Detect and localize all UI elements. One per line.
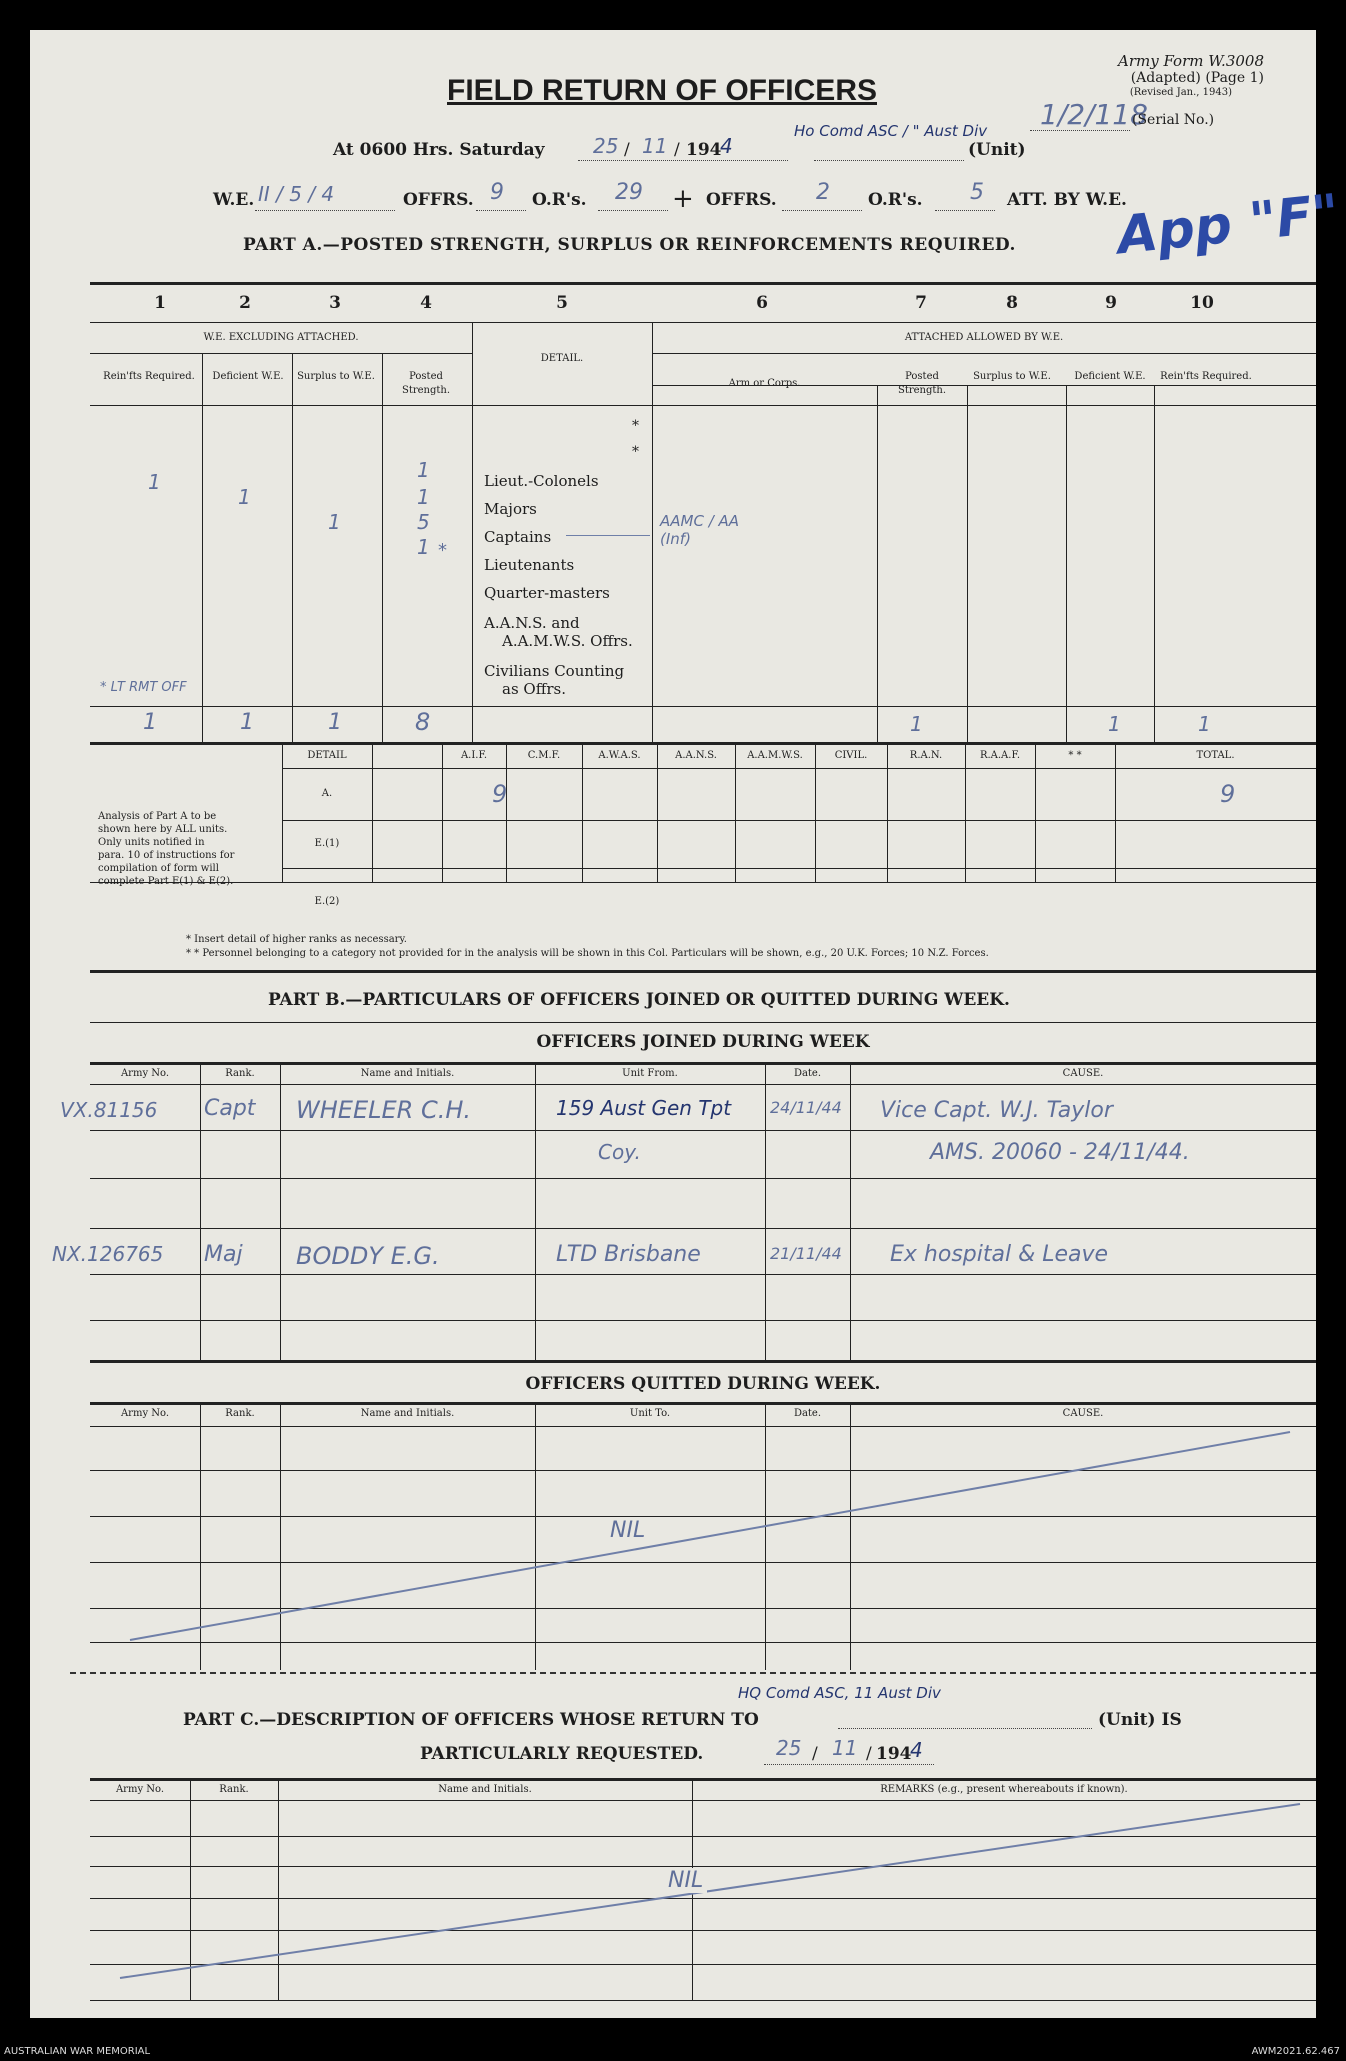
total-cell: 8 (415, 708, 431, 736)
ors-underline (598, 210, 668, 211)
joined-unit: 159 Aust Gen Tpt (556, 1096, 732, 1120)
date-separator-1: / (624, 140, 630, 160)
rule (90, 322, 1316, 323)
col-divider (506, 742, 507, 882)
col-number: 3 (329, 293, 341, 313)
cut-line (70, 1672, 1316, 1674)
analysis-row-label: A. (321, 788, 333, 799)
part-c-requested: PARTICULARLY REQUESTED. (420, 1744, 704, 1764)
rule (282, 768, 1316, 769)
analysis-header: * * (1068, 750, 1082, 761)
date-underline (578, 160, 788, 161)
analysis-header: R.A.A.F. (979, 750, 1021, 761)
rule (90, 1084, 1316, 1085)
col-divider (582, 742, 583, 882)
unit-underline (814, 160, 964, 161)
quitted-header: Army No. (120, 1408, 170, 1419)
col-divider (292, 353, 293, 743)
sub-header: Arm or Corps. (728, 378, 801, 389)
joined-rank: Maj (204, 1242, 243, 1267)
hw-reinf: 1 (148, 470, 161, 494)
hw-deficient: 1 (238, 485, 251, 509)
analysis-total-a: 9 (1220, 780, 1236, 808)
analysis-aif-a: 9 (492, 780, 508, 808)
serial-number-handwritten: 1/2/118 (1040, 98, 1148, 131)
year-prefix: 194 (686, 140, 722, 160)
offrs-value-handwritten: 9 (490, 180, 504, 205)
rule (652, 385, 1316, 386)
part-c-unit-handwritten: HQ Comd ASC, 11 Aust Div (738, 1684, 941, 1702)
rule (90, 1178, 1316, 1179)
quitted-title: OFFICERS QUITTED DURING WEEK. (525, 1374, 881, 1394)
total-cell: 1 (143, 710, 157, 735)
offrs2-value-handwritten: 2 (816, 180, 830, 205)
ors-value-handwritten: 29 (615, 180, 643, 205)
sub-header: Surplus to W.E. (297, 371, 375, 382)
analysis-note-line: Analysis of Part A to be (98, 811, 217, 822)
group-left-header: W.E. EXCLUDING ATTACHED. (203, 332, 359, 343)
part-c-year-digit: 4 (910, 1738, 923, 1762)
offrs-label: OFFRS. (403, 190, 474, 210)
date-separator: / (866, 1744, 872, 1764)
rule (652, 353, 1316, 354)
at-label: At 0600 Hrs. Saturday (333, 140, 545, 160)
analysis-header: TOTAL. (1196, 750, 1235, 761)
rule (90, 970, 1316, 973)
footnote: * * Personnel belonging to a category not provided for in the analysis will be shown in this Col. Particulars will be shown, e.g., 20 U.K. Forces; 10 N.Z. Forces. (186, 948, 989, 959)
date-separator: / (812, 1744, 818, 1764)
rank-label: Majors (484, 500, 537, 518)
quitted-header: CAUSE. (1062, 1408, 1104, 1419)
col-number: 9 (1105, 293, 1117, 313)
asterisk: * (632, 418, 639, 434)
col-divider (965, 742, 966, 882)
date-month-handwritten: 11 (642, 134, 668, 158)
part-c-date-underline (764, 1764, 934, 1765)
offrs-underline (476, 210, 526, 211)
col-number: 7 (915, 293, 927, 313)
analysis-header: A.I.F. (460, 750, 488, 761)
analysis-header: A.A.M.W.S. (747, 750, 803, 761)
rank-label: Captains (484, 528, 552, 546)
col-divider (1115, 742, 1116, 882)
total-cell-right: 1 (1108, 712, 1121, 736)
part-c-label: PART C.—DESCRIPTION OF OFFICERS WHOSE RETURN TO (183, 1710, 759, 1730)
col-divider (657, 742, 658, 882)
col-divider (1035, 742, 1036, 882)
sub-header: Surplus to W.E. (973, 371, 1051, 382)
nil-strike-line (90, 1402, 1316, 1670)
form-id: Army Form W.3008 (1118, 52, 1264, 70)
sub-header: Rein'fts Required. (1160, 371, 1252, 382)
att-label: ATT. BY W.E. (1007, 190, 1127, 210)
rule (90, 1062, 1316, 1065)
rule (90, 405, 1316, 406)
hw-posted: 1 (417, 458, 430, 482)
rule (90, 1274, 1316, 1275)
part-c-unit-underline (838, 1728, 1092, 1729)
col-divider (280, 1062, 281, 1360)
joined-date: 24/11/44 (770, 1098, 842, 1117)
joined-header: CAUSE. (1062, 1068, 1104, 1079)
rank-label: Quarter-masters (484, 584, 610, 602)
part-c-date-day: 25 (776, 1736, 802, 1760)
part-a-bottom-rule (90, 742, 1316, 745)
joined-title: OFFICERS JOINED DURING WEEK (536, 1032, 870, 1052)
rank-label: Civilians Counting (484, 662, 625, 680)
hw-surplus: 1 (328, 510, 341, 534)
analysis-header: A.A.N.S. (675, 750, 717, 761)
part-b-title: PART B.—PARTICULARS OF OFFICERS JOINED OR QUITTED DURING WEEK. (268, 990, 1010, 1010)
ors2-value-handwritten: 5 (970, 180, 984, 205)
col-divider (887, 742, 888, 882)
part-c-date-month: 11 (832, 1736, 858, 1760)
col-number: 2 (239, 293, 251, 313)
part-c-header: Army No. (115, 1784, 165, 1795)
col-number: 10 (1190, 293, 1214, 313)
rule (90, 2000, 1316, 2001)
joined-header: Army No. (120, 1068, 170, 1079)
app-f-stamp: App "F" (1114, 183, 1343, 267)
form-adapted: (Adapted) (Page 1) (1130, 70, 1264, 86)
analysis-note-line: Only units notified in (98, 837, 205, 848)
analysis-note-line: para. 10 of instructions for (98, 850, 235, 861)
sub-header: Posted Strength. (897, 371, 947, 396)
analysis-note (98, 810, 278, 888)
col-divider (1066, 385, 1067, 743)
analysis-row-label: E.(1) (314, 838, 340, 849)
rule (90, 353, 472, 354)
total-cell-right: 1 (1198, 712, 1211, 736)
detail-header: DETAIL. (540, 353, 584, 364)
part-a-title: PART A.—POSTED STRENGTH, SURPLUS OR REINFORCEMENTS REQUIRED. (243, 235, 1016, 255)
col-divider (850, 1062, 851, 1360)
col-divider (735, 742, 736, 882)
analysis-header: C.M.F. (527, 750, 561, 761)
quitted-header: Name and Initials. (360, 1408, 455, 1419)
ors2-label: O.R's. (868, 190, 923, 210)
footnote: * Insert detail of higher ranks as necessary. (186, 934, 407, 945)
col-divider (202, 353, 203, 743)
analysis-header: R.A.N. (909, 750, 943, 761)
quitted-header: Unit To. (629, 1408, 671, 1419)
joined-cause: Ex hospital & Leave (890, 1242, 1109, 1267)
col-number: 1 (154, 293, 166, 313)
spacer (282, 882, 1316, 883)
we-value-handwritten: II / 5 / 4 (258, 182, 335, 206)
we-label: W.E. (213, 190, 255, 210)
hw-posted: 5 (417, 510, 430, 534)
joined-army-no: VX.81156 (60, 1098, 158, 1122)
rank-label: A.A.N.S. and (484, 614, 580, 632)
col-number: 4 (420, 293, 432, 313)
unit-handwritten: Ho Comd ASC / " Aust Div (794, 122, 988, 140)
quitted-nil: NIL (606, 1518, 649, 1543)
col-number: 8 (1006, 293, 1018, 313)
group-right-header: ATTACHED ALLOWED BY W.E. (904, 332, 1064, 343)
asterisk: * (632, 444, 639, 460)
total-cell: 1 (328, 710, 342, 735)
part-c-year-prefix: 194 (876, 1744, 912, 1764)
col-divider (1154, 385, 1155, 743)
hw-posted: 1 (417, 535, 430, 559)
rank-label: A.A.M.W.S. Offrs. (502, 632, 633, 650)
rule (90, 706, 1316, 707)
analysis-header: CIVIL. (834, 750, 868, 761)
col-divider (382, 353, 383, 743)
joined-rank: Capt (204, 1096, 256, 1121)
col-divider (442, 742, 443, 882)
col-divider (200, 1062, 201, 1360)
rule (90, 1360, 1316, 1363)
rule (282, 820, 1316, 821)
rule (90, 1320, 1316, 1321)
col-divider (472, 322, 473, 743)
rank-label: as Offrs. (502, 680, 566, 698)
sub-header: Deficient W.E. (212, 371, 284, 382)
rank-label: Lieut.-Colonels (484, 472, 599, 490)
rule (90, 1022, 1316, 1023)
col-divider (815, 742, 816, 882)
joined-unit-2: Coy. (598, 1140, 641, 1164)
sub-header: Posted Strength. (401, 371, 451, 396)
ors-label: O.R's. (532, 190, 587, 210)
part-c-header: Rank. (219, 1784, 249, 1795)
offrs2-underline (782, 210, 862, 211)
analysis-row-label-e2: E.(2) (314, 896, 340, 907)
joined-cause-2: AMS. 20060 - 24/11/44. (930, 1140, 1190, 1165)
joined-header: Rank. (225, 1068, 255, 1079)
rule (90, 1228, 1316, 1229)
hw-star: * (438, 540, 447, 561)
year-digit-handwritten: 4 (720, 134, 733, 158)
footer-left: AUSTRALIAN WAR MEMORIAL (4, 2046, 151, 2057)
sub-header: Deficient W.E. (1074, 371, 1146, 382)
date-separator-2: / (674, 140, 680, 160)
total-cell-right: 1 (910, 712, 923, 736)
part-c-header: REMARKS (e.g., present whereabouts if known). (880, 1784, 1128, 1795)
joined-header: Date. (793, 1068, 822, 1079)
joined-cause: Vice Capt. W.J. Taylor (880, 1098, 1113, 1123)
plus-sign: + (672, 184, 694, 214)
joined-army-no: NX.126765 (52, 1242, 164, 1266)
serial-label: (Serial No.) (1132, 112, 1215, 128)
rank-label: Lieutenants (484, 556, 575, 574)
rule (90, 1130, 1316, 1131)
col-number: 5 (556, 293, 568, 313)
part-c-unit-end: (Unit) IS (1098, 1710, 1182, 1730)
page-title: FIELD RETURN OF OFFICERS (447, 74, 877, 107)
quitted-header: Date. (793, 1408, 822, 1419)
col-divider (765, 1062, 766, 1360)
joined-unit: LTD Brisbane (556, 1242, 701, 1267)
col-divider (372, 742, 373, 882)
date-day-handwritten: 25 (593, 134, 619, 158)
form-sheet (30, 30, 1343, 2018)
joined-name: WHEELER C.H. (296, 1096, 472, 1124)
unit-label: (Unit) (968, 140, 1026, 160)
ors2-underline (935, 210, 995, 211)
rule (282, 868, 1316, 869)
col-divider (877, 385, 878, 743)
total-cell: 1 (240, 710, 254, 735)
sub-header: Rein'fts Required. (103, 371, 195, 382)
joined-name: BODDY E.G. (296, 1242, 440, 1270)
analysis-note-line: shown here by ALL units. (98, 824, 228, 835)
part-a-top-rule (90, 282, 1316, 285)
part-c-nil: NIL (664, 1868, 707, 1893)
hw-note: * LT RMT OFF (100, 680, 187, 695)
hw-arm-link (566, 535, 650, 536)
col-number: 6 (756, 293, 768, 313)
quitted-header: Rank. (225, 1408, 255, 1419)
col-divider (535, 1062, 536, 1360)
joined-header: Unit From. (622, 1068, 678, 1079)
col-divider (967, 385, 968, 743)
form-revised: (Revised Jan., 1943) (1129, 87, 1232, 98)
analysis-header: DETAIL (307, 750, 347, 761)
hw-posted: 1 (417, 485, 430, 509)
analysis-note-line: compilation of form will (98, 863, 219, 874)
part-c-header: Name and Initials. (438, 1784, 532, 1795)
we-underline (255, 210, 395, 211)
hw-arm-corps: AAMC / AA (Inf) (660, 512, 740, 548)
analysis-header: A.W.A.S. (598, 750, 641, 761)
analysis-note-line: complete Part E(1) & E(2). (98, 876, 234, 887)
col-divider (282, 742, 283, 882)
joined-date: 21/11/44 (770, 1244, 842, 1263)
serial-underline (1030, 130, 1130, 131)
offrs2-label: OFFRS. (706, 190, 777, 210)
footer-right: AWM2021.62.467 (1251, 2046, 1340, 2057)
joined-header: Name and Initials. (360, 1068, 455, 1079)
